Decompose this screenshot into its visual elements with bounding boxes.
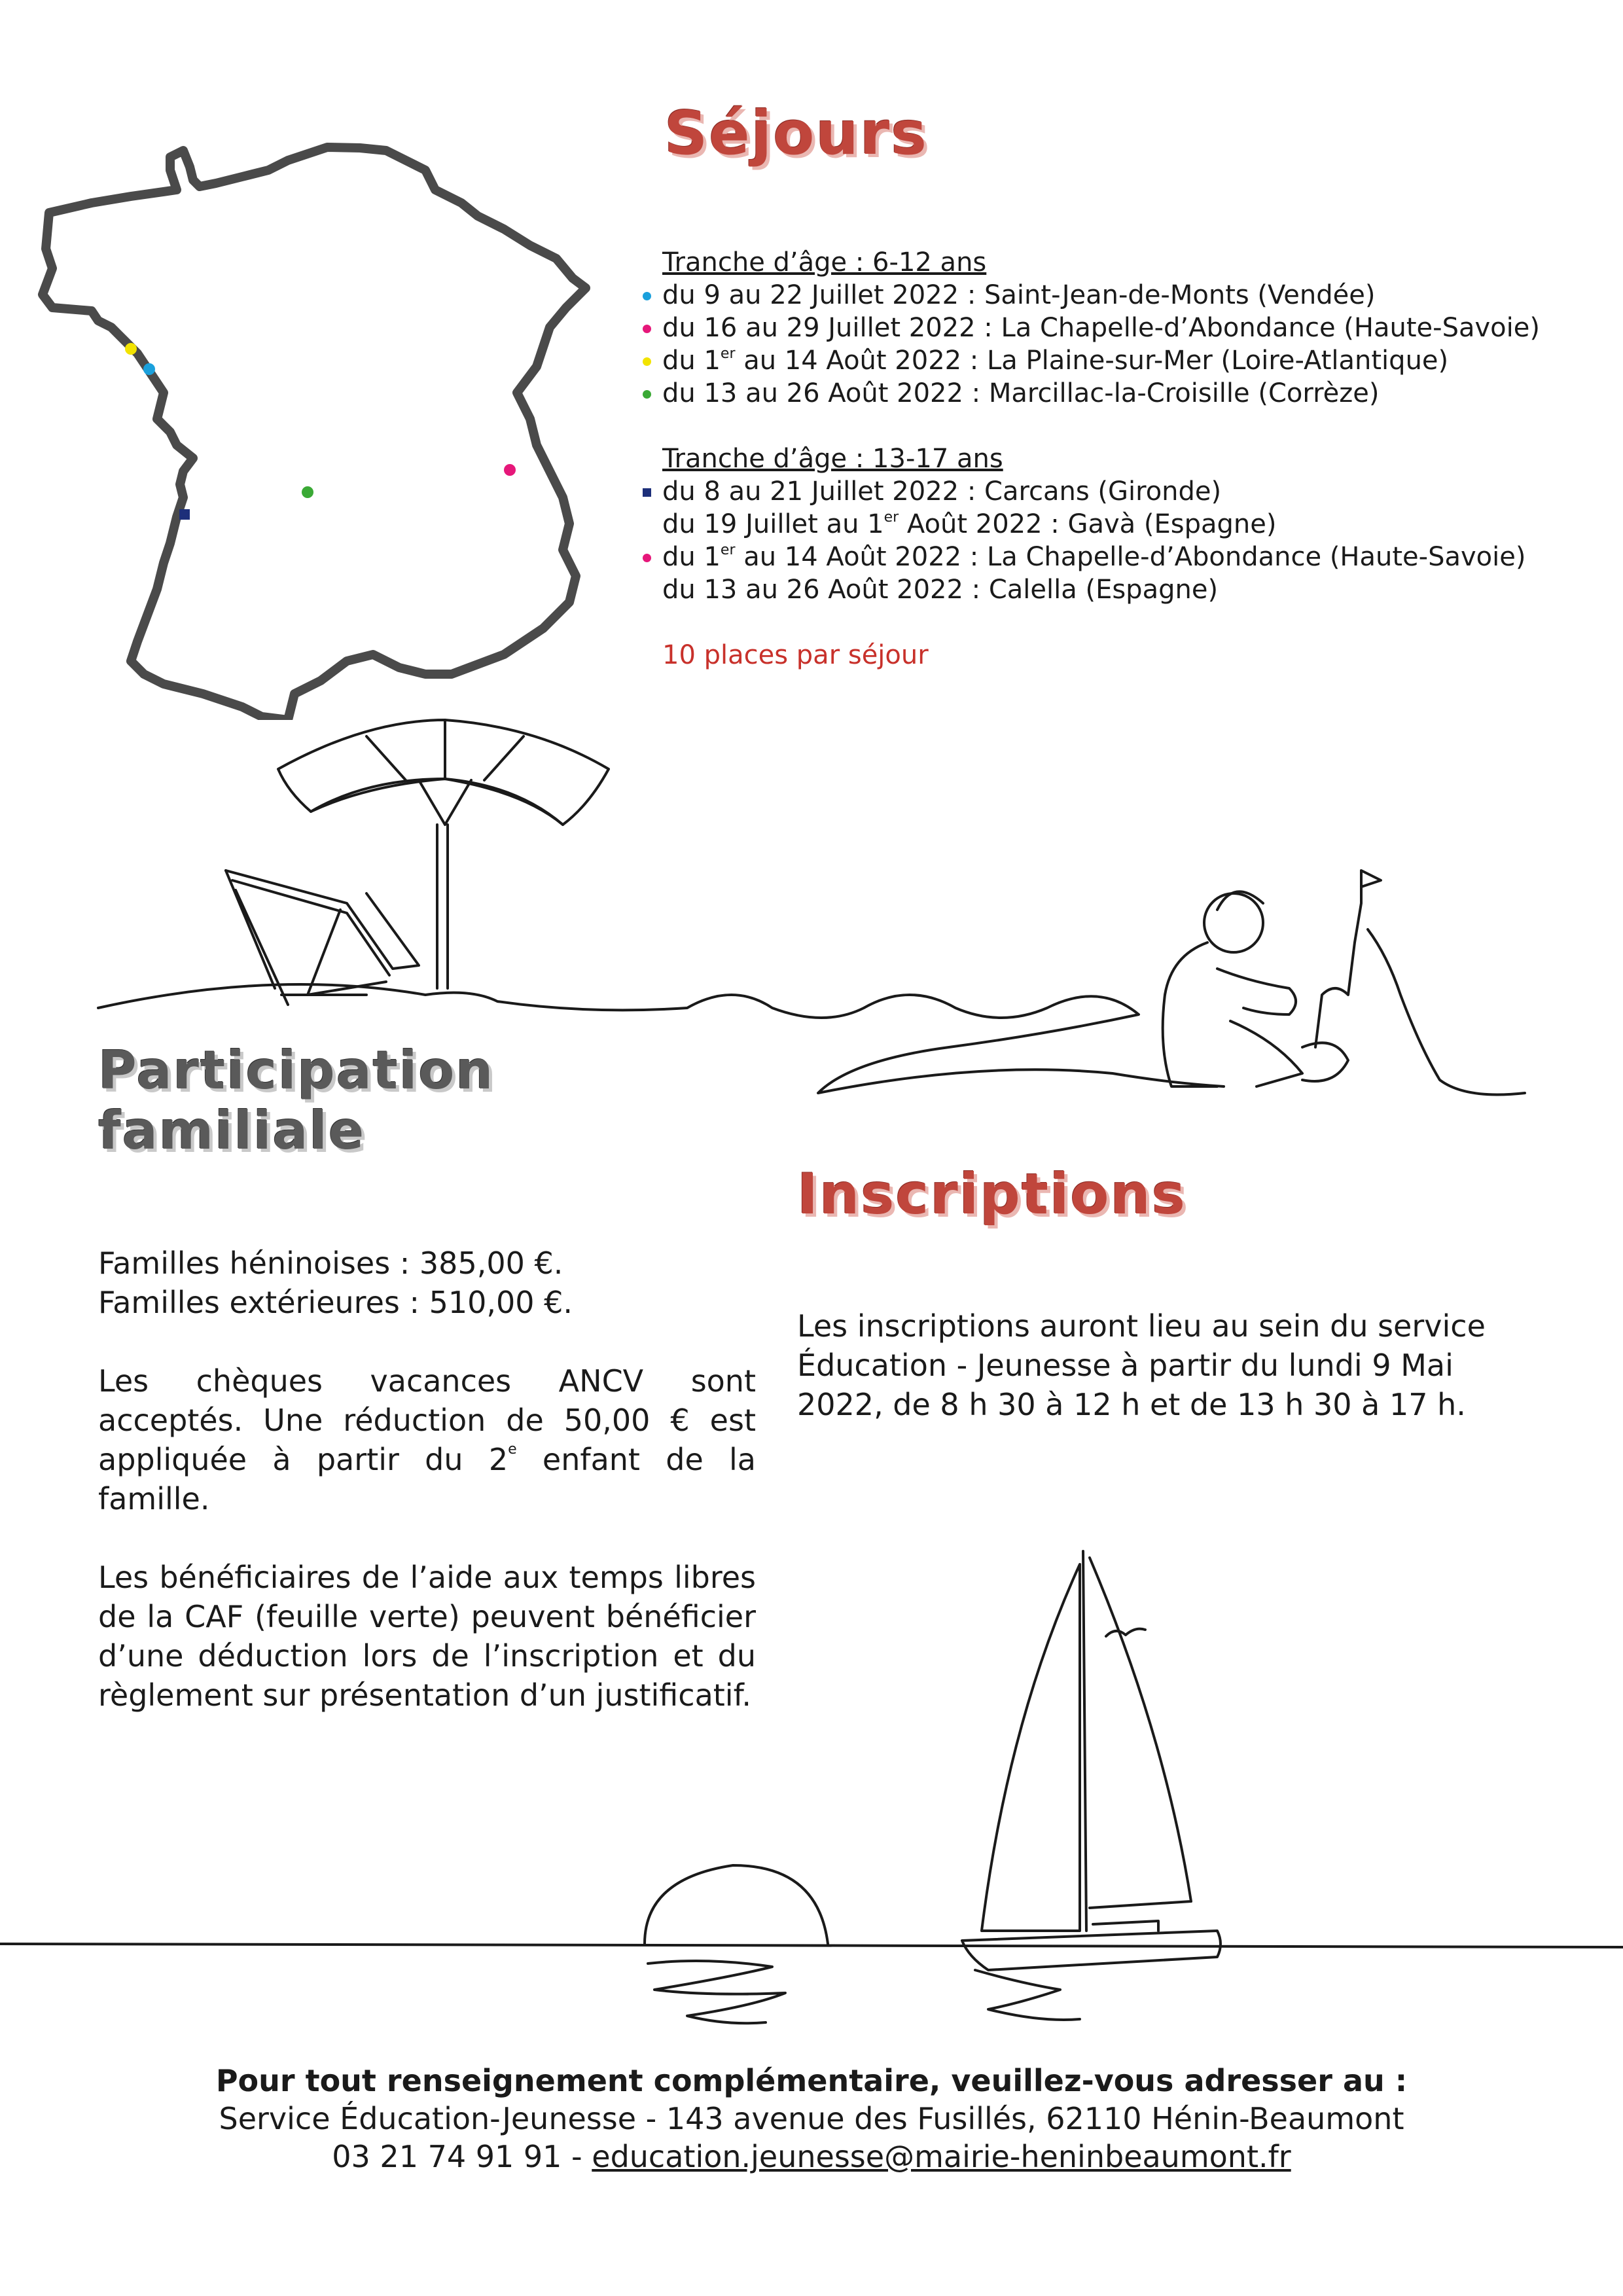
child-sandcastle-icon — [1163, 870, 1525, 1095]
family-price-local: Familles héninoises : 385,00 €. — [98, 1246, 563, 1281]
list-item: du 1er au 14 Août 2022 : La Plaine-sur-Mer (Loire-Atlantique) — [662, 344, 1540, 377]
caf-paragraph: Les bénéficiaires de l’aide aux temps libres de la CAF (feuille verte) peuvent bénéficier d’une déduction lors de l’inscription et du règlement sur présentation d’un justificatif. — [98, 1560, 756, 1713]
list-item: du 13 au 26 Août 2022 : Calella (Espagne) — [662, 575, 1219, 605]
participation-title: Participation familiale — [98, 1040, 495, 1161]
green-dot-icon — [643, 390, 651, 399]
sejours-title: Séjours — [664, 98, 929, 168]
map-dot-yellow — [125, 343, 137, 355]
list-item: du 13 au 26 Août 2022 : Marcillac-la-Croisille (Corrèze) — [662, 377, 1540, 410]
pink-dot-icon — [643, 554, 651, 562]
pink-dot-icon — [643, 325, 651, 333]
footer-heading: Pour tout renseignement complémentaire, veuillez-vous adresser au : — [215, 2063, 1408, 2098]
map-square-navy — [179, 509, 190, 520]
blue-dot-icon — [643, 292, 651, 300]
footer-email-link[interactable]: education.jeunesse@mairie-heninbeaumont.fr — [592, 2139, 1291, 2174]
age-group-heading-2: Tranche d’âge : 13-17 ans — [662, 444, 1003, 474]
inscriptions-text: Les inscriptions auront lieu au sein du service Éducation - Jeunesse à partir du lundi 9 Mai 2022, de 8 h 30 à 12 h et de 13 h 30 à 17 h. — [797, 1308, 1486, 1422]
footer — [0, 2062, 1623, 2176]
horizon-line — [0, 1944, 1623, 1947]
list-item: du 19 Juillet au 1er Août 2022 : Gavà (Espagne) — [662, 509, 1277, 539]
footer-phone: 03 21 74 91 91 - — [332, 2139, 582, 2174]
map-dot-blue — [143, 363, 155, 375]
beach-umbrella-icon — [278, 720, 609, 988]
map-dot-pink — [504, 464, 516, 476]
footer-address: Service Éducation-Jeunesse - 143 avenue des Fusillés, 62110 Hénin-Beaumont — [219, 2101, 1404, 2136]
list-item: du 8 au 21 Juillet 2022 : Carcans (Gironde) — [662, 475, 1540, 508]
navy-square-icon — [643, 488, 651, 497]
seagull-icon — [1106, 1629, 1145, 1636]
map-dot-green — [302, 486, 313, 498]
list-item: du 16 au 29 Juillet 2022 : La Chapelle-d’Abondance (Haute-Savoie) — [662, 312, 1540, 344]
footer-contact — [0, 2138, 1623, 2176]
age-group-heading-1: Tranche d’âge : 6-12 ans — [662, 247, 987, 278]
list-item: du 1er au 14 Août 2022 : La Chapelle-d’Abondance (Haute-Savoie) — [662, 541, 1540, 573]
list-item: du 9 au 22 Juillet 2022 : Saint-Jean-de-Monts (Vendée) — [662, 279, 1540, 312]
sea-illustration — [0, 1538, 1623, 2049]
sailboat-icon — [962, 1551, 1221, 1970]
places-note: 10 places par séjour — [662, 640, 929, 670]
yellow-dot-icon — [643, 357, 651, 366]
ancv-paragraph: Les chèques vacances ANCV sont acceptés. Une réduction de 50,00 € est appliquée à partir du 2e enfant de la famille. — [98, 1363, 756, 1516]
inscriptions-title: Inscriptions — [797, 1162, 1186, 1227]
boat-reflection — [975, 1970, 1080, 2020]
france-map — [33, 131, 609, 720]
family-price-external: Familles extérieures : 510,00 €. — [98, 1285, 573, 1320]
sejours-list — [662, 246, 1540, 672]
